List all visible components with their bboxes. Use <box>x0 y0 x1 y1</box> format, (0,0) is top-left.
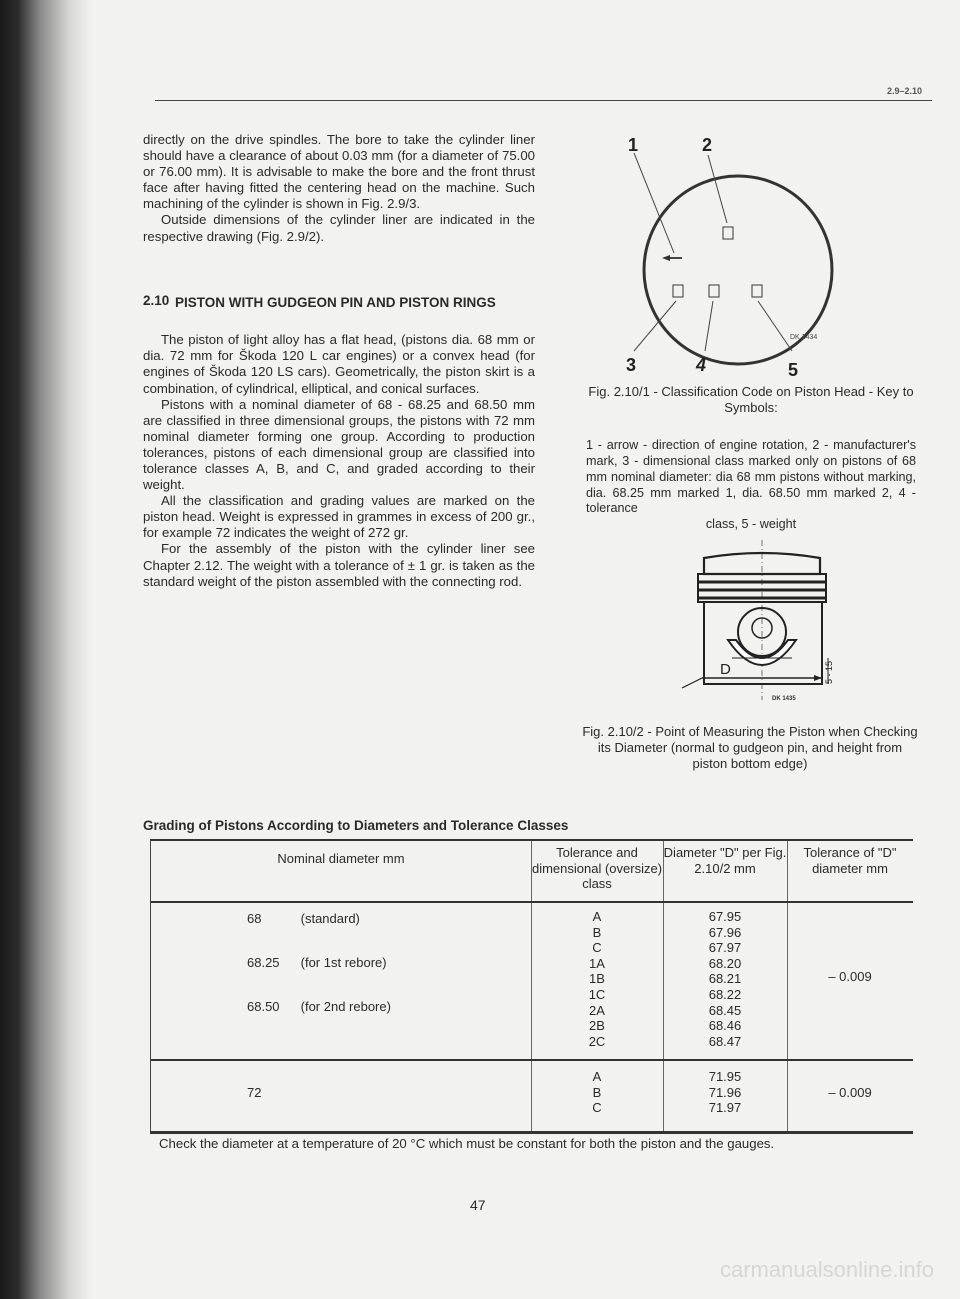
diameter-cell: 67.97 <box>708 940 742 956</box>
page-binding-shadow <box>0 0 92 1299</box>
figure1-key <box>586 438 916 533</box>
intro-paragraph-2: Outside dimensions of the cylinder liner are indicated in the respective drawing (Fig. 2.9/2). <box>143 212 535 244</box>
group2-classes <box>531 1069 663 1127</box>
height-dim-label: 5 - 15 <box>824 660 834 684</box>
leader-3 <box>634 301 676 351</box>
figure1-code: DK 1434 <box>790 334 818 341</box>
label-1: 1 <box>628 135 639 155</box>
diameter-cell: 67.95 <box>708 909 742 924</box>
diameter-cell: 68.46 <box>708 1018 742 1034</box>
body-paragraph-4: For the assembly of the piston with the cylinder liner see Chapter 2.12. The weight with a tolerance of ± 1 gr. is taken as the standard weight of the piston assembled with the connecting rod. <box>143 541 535 589</box>
page-number: 47 <box>470 1197 486 1213</box>
body-paragraph-1: The piston of light alloy has a flat head, (pistons dia. 68 mm or dia. 72 mm for Škoda 120 L car engines) or a convex head (for engines of Škoda 120 LS cars). Geometrically, the piston skirt is a combination, of cylindrical, elliptical, and conical surfaces. <box>143 332 535 396</box>
table-title: Grading of Pistons According to Diameters and Tolerance Classes <box>143 818 569 833</box>
dim-leader-left <box>682 678 702 688</box>
label-3: 3 <box>626 355 637 375</box>
header-diameter-d: Diameter "D" per Fig. 2.10/2 mm <box>663 845 787 876</box>
left-column <box>143 132 535 590</box>
figure-piston-head-code <box>610 135 910 385</box>
dim-letter-d: D <box>720 661 731 678</box>
class-cell: C <box>592 1100 602 1116</box>
class-cell: 1A <box>589 955 605 971</box>
section-heading <box>143 293 535 313</box>
class-cell: 2A <box>589 1002 605 1018</box>
label-5: 5 <box>788 360 799 380</box>
connecting-rod-eye <box>728 640 796 665</box>
section-number: 2.10 <box>143 292 170 308</box>
figure1-caption: Fig. 2.10/1 - Classification Code on Piston Head - Key to Symbols: <box>588 384 914 416</box>
group1-diameters <box>663 909 787 1051</box>
nominal-value: 68.50 <box>247 999 280 1014</box>
group1-classes <box>531 909 663 1051</box>
nominal-68 <box>247 911 507 955</box>
class-cell: 1C <box>588 986 606 1002</box>
nominal-value: 68.25 <box>247 955 280 970</box>
dim-arrow-right <box>814 675 822 681</box>
body-paragraph-3: All the classification and grading values are marked on the piston head. Weight is expressed in grammes in excess of 200 gr., for example 72 indicates the weight of 272 gr. <box>143 493 535 541</box>
class-cell: 1B <box>589 971 605 987</box>
nominal-68-50 <box>247 999 507 1043</box>
leader-1 <box>634 153 674 253</box>
body-paragraph-2: Pistons with a nominal diameter of 68 - 68.25 and 68.50 mm are classified in three dimensional groups, the pistons with 72 mm nominal diameter forming one group. According to production tolerances, pistons of each dimensional group are classified into tolerance classes A, B, and C, and graded according to their weight. <box>143 396 535 493</box>
watermark: carmanualsonline.info <box>719 1257 934 1282</box>
leader-4 <box>705 301 713 351</box>
section-title: PISTON WITH GUDGEON PIN AND PISTON RINGS <box>175 294 496 310</box>
diameter-cell: 71.96 <box>708 1084 742 1100</box>
header-tolerance-d: Tolerance of "D" diameter mm <box>803 845 897 876</box>
diameter-cell: 68.21 <box>708 971 742 987</box>
rotation-arrow-head <box>662 255 670 261</box>
header-tolerance-class: Tolerance and dimensional (oversize) class <box>531 845 663 892</box>
class-cell: A <box>592 909 602 924</box>
nominal-note: (standard) <box>300 911 360 926</box>
figure1-key-last-line: class, 5 - weight <box>705 517 797 532</box>
group1-tolerance: – 0.009 <box>828 969 872 984</box>
group-divider <box>151 1059 913 1061</box>
grading-table <box>150 839 913 1134</box>
class-cell: 2B <box>589 1018 605 1034</box>
running-head: 2.9–2.10 <box>886 86 922 96</box>
header-divider <box>151 901 913 903</box>
piston-section-diagram <box>672 540 857 715</box>
figure2-caption: Fig. 2.10/2 - Point of Measuring the Piston when Checking its Diameter (normal to gudgeon pin, and height from piston bottom edge) <box>582 724 918 772</box>
class-cell: B <box>592 924 602 940</box>
diameter-cell: 68.22 <box>708 986 742 1002</box>
figure1-key-text: 1 - arrow - direction of engine rotation, 2 - manufacturer's mark, 3 - dimensional class marked only on pistons of 68 mm nominal diameter: dia 68 mm pistons without marking, dia. 68.25 mm marked 1, dia. 68.50 mm marked 2, 4 - tolerance <box>586 438 916 516</box>
group1-nominal-list <box>247 911 507 1043</box>
nominal-68-25 <box>247 955 507 999</box>
leader-2 <box>708 155 727 223</box>
group2-diameters <box>663 1069 787 1127</box>
manufacturer-mark-box <box>723 227 733 239</box>
group2-nominal: 72 <box>247 1085 262 1100</box>
diameter-cell: 67.96 <box>708 924 742 940</box>
group1-row <box>151 907 913 1051</box>
leader-5 <box>758 301 792 351</box>
tolerance-class-box <box>709 285 719 297</box>
diameter-cell: 68.45 <box>708 1002 742 1018</box>
dimensional-class-box <box>673 285 683 297</box>
footnote: Check the diameter at a temperature of 20 °C which must be constant for both the piston and the gauges. <box>159 1136 775 1151</box>
diameter-cell: 68.47 <box>708 1033 742 1049</box>
figure-piston-measuring <box>672 540 857 715</box>
diameter-cell: 71.97 <box>708 1100 742 1116</box>
group2-row <box>151 1067 913 1127</box>
nominal-note: (for 2nd rebore) <box>300 999 391 1014</box>
intro-paragraph-1: directly on the drive spindles. The bore to take the cylinder liner should have a clearance of about 0.03 mm (for a diameter of 75.00 or 76.00 mm). It is advisable to make the bore and the front thrust face after having fitted the centering head on the machine. Such machining of the cylinder is shown in Fig. 2.9/3. <box>143 132 535 212</box>
class-cell: A <box>592 1069 602 1084</box>
class-cell: C <box>592 940 602 956</box>
label-4: 4 <box>696 355 707 375</box>
top-rule <box>155 100 932 101</box>
diameter-cell: 68.20 <box>708 955 742 971</box>
label-2: 2 <box>702 135 713 155</box>
header-nominal-diameter: Nominal diameter mm <box>277 851 405 866</box>
nominal-note: (for 1st rebore) <box>300 955 387 970</box>
class-cell: B <box>592 1084 602 1100</box>
table-header-row <box>151 841 913 899</box>
weight-box <box>752 285 762 297</box>
piston-head-diagram <box>610 135 910 385</box>
diameter-cell: 71.95 <box>708 1069 742 1084</box>
class-cell: 2C <box>588 1033 606 1049</box>
nominal-value: 68 <box>247 911 262 926</box>
group2-tolerance: – 0.009 <box>828 1085 872 1100</box>
figure2-code: DK 1435 <box>772 696 796 702</box>
